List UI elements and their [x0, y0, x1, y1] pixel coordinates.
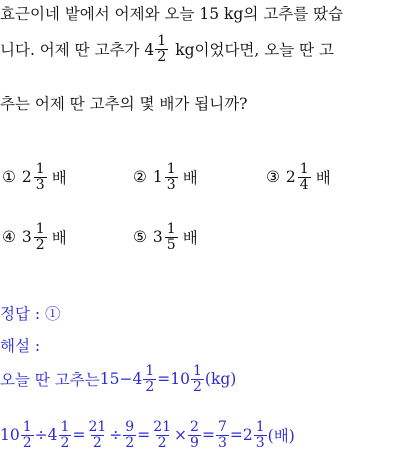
fraction: $\frac{21}{2}$ — [153, 419, 172, 451]
fraction: $\frac{1}{3}$ — [35, 161, 45, 193]
fraction: $\frac{21}{2}$ — [88, 419, 107, 451]
question-line-1: 효근이네 밭에서 어제와 오늘 15 kg의 고추를 땄습 — [0, 5, 344, 23]
option-2[interactable]: ② 1 $\frac{1}{3}$ 배 — [133, 161, 198, 193]
fraction: $\frac{1}{2}$ — [35, 221, 45, 253]
option-3[interactable]: ③ 2 $\frac{1}{4}$ 배 — [266, 161, 331, 193]
fraction: $\frac{1}{2}$ — [157, 33, 167, 65]
fraction: $\frac{1}{2}$ — [60, 419, 70, 451]
option-5[interactable]: ⑤ 3 $\frac{1}{5}$ 배 — [133, 221, 198, 253]
fraction: $\frac{1}{5}$ — [166, 221, 176, 253]
explanation-step-2: 10 $\frac{1}{2}$ ÷ 4 $\frac{1}{2}$ = $\frac{21}{2}$ ÷ $\frac{9}{2}$ = $\frac{21}{2}$ × $\frac{2}{9}$ = $\frac{7}{3}$ = 2 $\frac{1}{3}$ (배) — [0, 419, 295, 451]
fraction: $\frac{9}{2}$ — [125, 419, 135, 451]
fraction: $\frac{1}{3}$ — [166, 161, 176, 193]
question-line-2: 니다. 어제 딴 고추가 4 $\frac{1}{2}$ kg이었다면, 오늘 딴 고 — [0, 33, 335, 65]
explanation-step-1: 오늘 딴 고추는 15 − 4 $\frac{1}{2}$ = 10 $\frac{1}{2}$ (kg) — [0, 363, 237, 395]
fraction: $\frac{1}{4}$ — [299, 161, 309, 193]
option-4[interactable]: ④ 3 $\frac{1}{2}$ 배 — [2, 221, 67, 253]
fraction: $\frac{1}{2}$ — [22, 419, 32, 451]
explanation-label: 해설 : — [0, 337, 41, 355]
fraction: $\frac{7}{3}$ — [217, 419, 227, 451]
option-1[interactable]: ① 2 $\frac{1}{3}$ 배 — [2, 161, 67, 193]
question-line-3: 추는 어제 딴 고추의 몇 배가 됩니까? — [0, 95, 248, 113]
fraction: $\frac{2}{9}$ — [190, 419, 199, 451]
fraction: $\frac{1}{2}$ — [192, 363, 202, 395]
answer-label: 정답 : ① — [0, 305, 61, 323]
fraction: $\frac{1}{2}$ — [145, 363, 155, 395]
fraction: $\frac{1}{3}$ — [255, 419, 265, 451]
